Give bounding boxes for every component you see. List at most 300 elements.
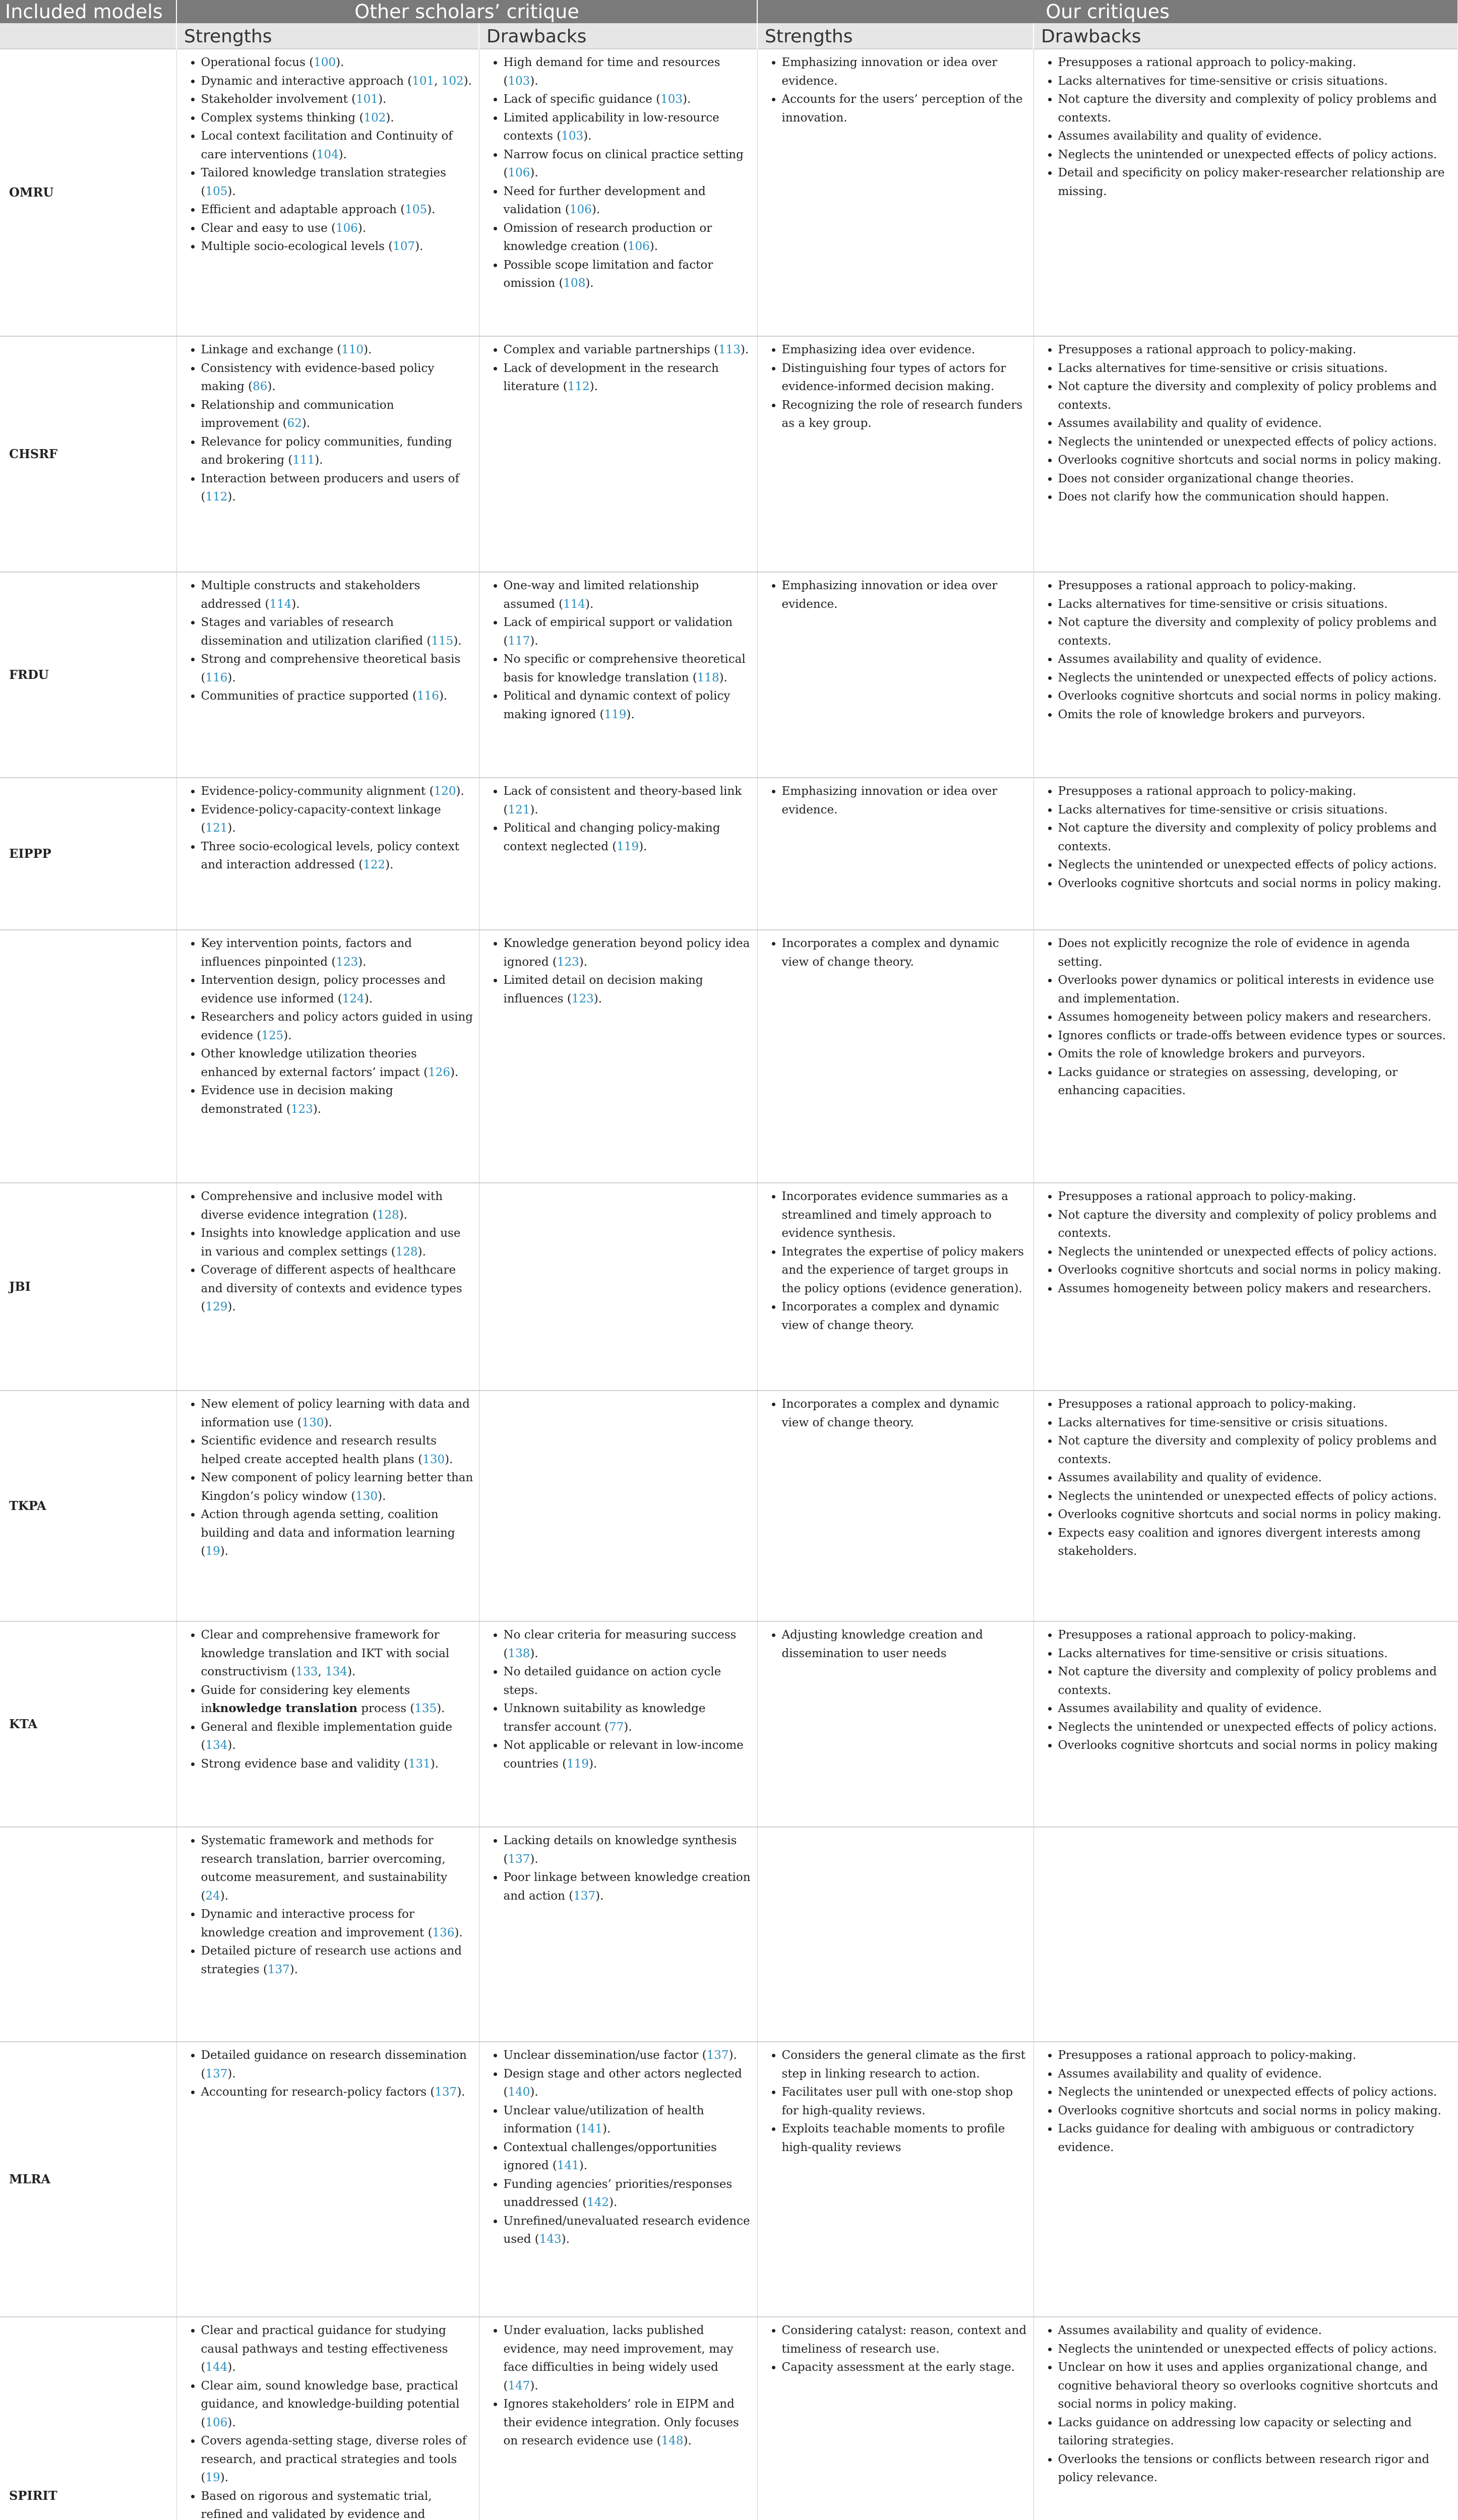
citation-link[interactable]: 107	[393, 240, 415, 253]
list-item	[504, 359, 752, 396]
item-text: Not capture the diversity and complexity of policy problems and contexts.	[1058, 380, 1437, 412]
list-item	[201, 237, 474, 256]
item-text: Ignores stakeholders’ role in EIPM and their evidence integration. Only focuses on research evidence use (	[503, 2398, 739, 2447]
ours-drawbacks-list	[1039, 341, 1453, 507]
list-item	[1058, 2083, 1453, 2102]
citation-link[interactable]: 130	[301, 1416, 324, 1429]
list-item	[504, 613, 752, 650]
citation-link[interactable]: 112	[567, 380, 590, 393]
citation-link[interactable]: 130	[355, 1489, 378, 1503]
citation-link[interactable]: 123	[336, 955, 358, 969]
citation-link[interactable]: 135	[414, 1702, 437, 1715]
list-item	[201, 1681, 474, 1718]
citation-link[interactable]: 134	[325, 1665, 348, 1678]
item-text-end: ).	[220, 2471, 229, 2484]
item-text: Need for further development and validation (	[503, 184, 706, 216]
citation-link[interactable]: 137	[205, 2067, 228, 2081]
citation-link[interactable]: 108	[563, 277, 586, 290]
item-text: Limited detail on decision making influences (	[503, 974, 703, 1005]
list-item	[201, 201, 474, 219]
citation-link[interactable]: 125	[261, 1029, 284, 1042]
item-text: Consistency with evidence-based policy making (	[201, 361, 435, 393]
others-drawbacks-cell	[479, 572, 757, 778]
model-name-cell: JBI	[0, 1183, 176, 1391]
citation-link[interactable]: 124	[342, 992, 364, 1005]
citation-link[interactable]: 106	[508, 166, 530, 179]
citation-link[interactable]: 141	[557, 2159, 579, 2172]
citation-link[interactable]: 115	[431, 634, 454, 648]
list-item	[1058, 1524, 1453, 1561]
item-text: Clear and comprehensive framework for knowledge translation and IKT with social constructivism (	[201, 1628, 450, 1678]
item-text-end: ).	[728, 2049, 737, 2062]
citation-link[interactable]: 100	[314, 56, 336, 69]
list-item	[1058, 1280, 1453, 1298]
citation-link[interactable]: 114	[563, 597, 585, 611]
list-item	[504, 650, 752, 687]
citation-link[interactable]: 106	[569, 203, 592, 216]
list-item	[1058, 2046, 1453, 2065]
list-item	[504, 109, 752, 146]
item-text: Incorporates a complex and dynamic view of change theory.	[781, 937, 999, 969]
item-text: Covers agenda-setting stage, diverse roles of research, and practical strategies and tools (	[201, 2434, 467, 2484]
item-text: Assumes homogeneity between policy makers and researchers.	[1058, 1011, 1432, 1024]
ours-strengths-list	[763, 1187, 1028, 1335]
citation-link[interactable]: 142	[587, 2196, 610, 2209]
list-item	[1058, 2340, 1453, 2359]
item-text: Neglects the unintended or unexpected effects of policy actions.	[1058, 858, 1437, 871]
ours-strengths-list	[763, 577, 1028, 613]
list-item	[201, 164, 474, 201]
included-models-header: Included models	[0, 0, 176, 23]
header-row-subcolumns	[0, 23, 1458, 49]
citation-link[interactable]: 128	[377, 1208, 399, 1222]
item-text-end: ).	[719, 671, 727, 684]
citation-link[interactable]: 126	[428, 1065, 450, 1079]
list-item	[1058, 146, 1453, 164]
list-item	[201, 2083, 474, 2102]
item-text-end: ).	[289, 1963, 298, 1976]
item-text: One-way and limited relationship assumed (	[503, 579, 699, 611]
item-text: Emphasizing innovation or idea over evidence.	[781, 785, 998, 816]
citation-link[interactable]: 106	[205, 2416, 228, 2429]
citation-link[interactable]: 104	[316, 148, 339, 161]
list-item	[1058, 669, 1453, 687]
list-item	[1058, 433, 1453, 452]
others-drawbacks-list	[484, 577, 752, 724]
citation-link[interactable]: 119	[604, 708, 627, 721]
citation-link[interactable]: 119	[567, 1757, 589, 1771]
others-strengths-cell	[176, 2317, 479, 2520]
list-item	[782, 2046, 1028, 2083]
citation-link[interactable]: 121	[205, 822, 228, 835]
ours-strengths-list	[763, 1395, 1028, 1432]
list-item	[1058, 1045, 1453, 1063]
list-item	[201, 53, 474, 72]
list-item	[201, 1905, 474, 1942]
list-item	[1058, 1432, 1453, 1469]
item-text: Intervention design, policy processes and evidence use informed (	[201, 974, 446, 1005]
item-text-end: ).	[624, 1720, 632, 1734]
item-text: Considers the general climate as the first step in linking research to action.	[781, 2049, 1025, 2081]
list-item	[201, 1432, 474, 1469]
list-item	[201, 1395, 474, 1432]
list-item	[1058, 127, 1453, 146]
list-item	[782, 90, 1028, 127]
citation-link[interactable]: 103	[508, 74, 530, 88]
model-name-cell: SPIRIT	[0, 2317, 176, 2520]
list-item	[201, 801, 474, 838]
item-text: Assumes homogeneity between policy makers and researchers.	[1058, 1282, 1432, 1295]
list-item	[1058, 341, 1453, 359]
item-text: Lacks alternatives for time-sensitive or crisis situations.	[1058, 803, 1388, 816]
citation-link[interactable]: 131	[408, 1757, 431, 1771]
item-text: Lacks alternatives for time-sensitive or crisis situations.	[1058, 597, 1388, 611]
citation-link[interactable]: 105	[405, 203, 428, 216]
others-strengths-cell	[176, 572, 479, 778]
list-item	[782, 934, 1028, 971]
citation-link[interactable]: 129	[205, 1300, 228, 1313]
item-text: Political and dynamic context of policy making ignored (	[503, 689, 731, 721]
item-text: Overlooks power dynamics or political interests in evidence use and implementation.	[1058, 974, 1434, 1005]
ours-drawbacks-cell	[1034, 572, 1458, 778]
list-item	[201, 577, 474, 613]
others-drawbacks-list	[484, 934, 752, 1008]
list-item	[201, 1626, 474, 1681]
list-item	[1058, 1008, 1453, 1027]
item-text-end: ).	[291, 597, 300, 611]
citation-link[interactable]: 103	[561, 130, 584, 143]
others-strengths-header: Strengths	[176, 23, 479, 49]
item-text: Communities of practice supported (	[201, 689, 417, 703]
list-item	[1058, 2120, 1453, 2157]
item-text-end: ).	[530, 634, 538, 648]
citation-link[interactable]: 121	[508, 803, 530, 816]
ours-drawbacks-list	[1039, 934, 1453, 1100]
item-text: Lacks alternatives for time-sensitive or crisis situations.	[1058, 361, 1388, 375]
citation-link[interactable]: 105	[205, 184, 228, 198]
citation-link[interactable]: 143	[539, 2233, 562, 2246]
list-item	[201, 1832, 474, 1905]
item-text-end: ).	[227, 2416, 236, 2429]
item-text-end: ).	[227, 1739, 236, 1752]
citation-link[interactable]: 103	[660, 93, 683, 106]
item-text: Knowledge generation beyond policy idea ignored (	[503, 937, 750, 969]
item-text: Neglects the unintended or unexpected effects of policy actions.	[1058, 1489, 1437, 1503]
list-item	[504, 146, 752, 182]
item-text-end: ).	[385, 858, 394, 871]
citation-link[interactable]: 102	[441, 74, 464, 88]
item-text: Lacks guidance or strategies on assessing, developing, or enhancing capacities.	[1058, 1065, 1398, 1097]
list-item	[1058, 2065, 1453, 2084]
table-row	[0, 778, 1458, 930]
citation-link[interactable]: 134	[205, 1739, 228, 1752]
ours-drawbacks-header: Drawbacks	[1034, 23, 1458, 49]
citation-link[interactable]: 137	[508, 1852, 530, 1866]
list-item	[201, 838, 474, 874]
list-item	[201, 687, 474, 706]
list-item	[1058, 706, 1453, 724]
list-item	[782, 341, 1028, 359]
item-text-end: ).	[338, 148, 347, 161]
ours-drawbacks-list	[1039, 577, 1453, 724]
item-text-end: ).	[417, 1245, 426, 1258]
item-text-end: ).	[626, 708, 635, 721]
list-item	[1058, 971, 1453, 1008]
list-item	[782, 1626, 1028, 1663]
list-item	[1058, 1063, 1453, 1100]
list-item	[201, 1008, 474, 1045]
list-item	[1058, 874, 1453, 893]
others-drawbacks-list	[484, 2046, 752, 2249]
citation-link[interactable]: 141	[580, 2122, 602, 2135]
item-text-end: ).	[530, 2086, 538, 2099]
model-name-cell: EIPPP	[0, 778, 176, 930]
ours-drawbacks-cell	[1034, 49, 1458, 336]
citation-link[interactable]: 137	[706, 2049, 729, 2062]
item-text-end: ).	[639, 840, 647, 853]
citation-link[interactable]: 144	[205, 2361, 228, 2374]
citation-link[interactable]: 148	[661, 2434, 684, 2447]
item-text: Funding agencies’ priorities/responses unaddressed (	[503, 2177, 733, 2209]
citation-link[interactable]: 147	[508, 2379, 530, 2392]
item-text-end: ).	[358, 955, 367, 969]
item-text: Distinguishing four types of actors for evidence-informed decision making.	[781, 361, 1006, 393]
citation-link[interactable]: 117	[508, 634, 530, 648]
item-text: Unknown suitability as knowledge transfer account (	[503, 1702, 706, 1734]
item-text: Does not explicitly recognize the role of evidence in agenda setting.	[1058, 937, 1410, 969]
citation-link[interactable]: 106	[336, 221, 358, 235]
citation-link[interactable]: 118	[697, 671, 719, 684]
item-text-end: ).	[589, 380, 598, 393]
citation-link[interactable]: 120	[434, 785, 456, 798]
our-critiques-header: Our critiques	[757, 0, 1458, 23]
citation-link[interactable]: 137	[435, 2086, 457, 2099]
citation-link[interactable]: 116	[205, 671, 228, 684]
item-text-end: ).	[585, 277, 594, 290]
citation-link[interactable]: 137	[267, 1963, 290, 1976]
item-text: Neglects the unintended or unexpected effects of policy actions.	[1058, 1245, 1437, 1258]
list-item	[201, 219, 474, 238]
citation-link[interactable]: 111	[292, 454, 315, 467]
others-drawbacks-cell	[479, 2317, 757, 2520]
list-item	[201, 2487, 474, 2520]
citation-link[interactable]: 77	[609, 1720, 624, 1734]
item-text: Not capture the diversity and complexity of policy problems and contexts.	[1058, 1665, 1437, 1697]
item-text: Neglects the unintended or unexpected effects of policy actions.	[1058, 671, 1437, 684]
item-text: Unclear value/utilization of health information (	[503, 2104, 704, 2135]
item-text: Overlooks cognitive shortcuts and social norms in policy making	[1058, 1739, 1438, 1752]
list-item	[504, 2212, 752, 2249]
item-text: Emphasizing idea over evidence.	[781, 343, 976, 356]
item-bold-text: knowledge translation	[212, 1702, 358, 1715]
item-text-end: ).	[530, 803, 538, 816]
item-text-end: ).	[386, 111, 394, 124]
item-text: Multiple constructs and stakeholders addressed (	[201, 579, 420, 611]
citation-link[interactable]: 62	[287, 417, 302, 430]
list-item	[201, 90, 474, 109]
others-strengths-cell	[176, 930, 479, 1183]
citation-link[interactable]: 101	[412, 74, 435, 88]
list-item	[504, 2065, 752, 2102]
citation-link[interactable]: 116	[417, 689, 439, 703]
others-drawbacks-cell	[479, 336, 757, 572]
item-text: Presupposes a rational approach to policy-making.	[1058, 343, 1357, 356]
others-strengths-list	[182, 53, 474, 256]
list-item	[1058, 1626, 1453, 1645]
item-text: Adjusting knowledge creation and dissemination to user needs	[781, 1628, 983, 1660]
others-drawbacks-list	[484, 782, 752, 856]
list-item	[201, 2377, 474, 2432]
others-strengths-list	[182, 934, 474, 1118]
item-text: Not capture the diversity and complexity of policy problems and contexts.	[1058, 822, 1437, 853]
item-text-end: ).	[227, 2067, 236, 2081]
list-item	[201, 1942, 474, 1979]
item-text-end: ).	[378, 1489, 386, 1503]
list-item	[504, 782, 752, 819]
others-strengths-list	[182, 577, 474, 706]
list-item	[504, 1832, 752, 1868]
item-text: Insights into knowledge application and use in various and complex settings (	[201, 1227, 461, 1258]
item-text: Key intervention points, factors and influences pinpointed (	[201, 937, 412, 969]
citation-link[interactable]: 113	[718, 343, 741, 356]
item-text: Not applicable or relevant in low-income countries (	[503, 1739, 744, 1771]
others-strengths-cell	[176, 49, 479, 336]
item-text-end: ).	[267, 380, 276, 393]
list-item	[1058, 782, 1453, 801]
citation-link[interactable]: 123	[290, 1102, 313, 1116]
ours-strengths-cell	[757, 2042, 1034, 2317]
item-text-end: ).	[561, 2233, 570, 2246]
item-text: Recognizing the role of research funders as a key group.	[781, 398, 1023, 430]
model-name-cell: KTA	[0, 1621, 176, 1827]
citation-link[interactable]: 119	[617, 840, 639, 853]
citation-link[interactable]: 19	[205, 1545, 220, 1558]
citation-link[interactable]: 130	[422, 1453, 445, 1466]
others-strengths-list	[182, 2046, 474, 2102]
list-item	[1058, 359, 1453, 378]
list-item	[504, 2321, 752, 2395]
ours-strengths-list	[763, 2046, 1028, 2157]
ours-drawbacks-list	[1039, 782, 1453, 893]
list-item	[504, 2175, 752, 2212]
citation-link[interactable]: 106	[627, 240, 650, 253]
item-text: Complex systems thinking (	[201, 111, 364, 124]
citation-link[interactable]: 122	[363, 858, 386, 871]
citation-link[interactable]: 133	[295, 1665, 318, 1678]
others-drawbacks-cell	[479, 930, 757, 1183]
list-item	[782, 577, 1028, 613]
list-item	[504, 219, 752, 256]
table-body	[0, 49, 1458, 2520]
list-item	[1058, 801, 1453, 820]
item-text-end: ).	[456, 785, 464, 798]
model-name-cell	[0, 930, 176, 1183]
list-item	[201, 109, 474, 128]
others-drawbacks-list	[484, 341, 752, 396]
list-item	[504, 577, 752, 613]
citation-link[interactable]: 123	[571, 992, 594, 1005]
list-item	[1058, 650, 1453, 669]
item-text: General and flexible implementation guide (	[201, 1720, 452, 1752]
citation-link[interactable]: 138	[508, 1647, 530, 1660]
item-text: Dynamic and interactive approach (	[201, 74, 412, 88]
citation-link[interactable]: 110	[341, 343, 364, 356]
item-text: Lacks guidance for dealing with ambiguous or contradictory evidence.	[1058, 2122, 1414, 2154]
ours-drawbacks-cell	[1034, 1391, 1458, 1621]
item-text: Assumes availability and quality of evidence.	[1058, 130, 1322, 143]
item-text: Neglects the unintended or unexpected effects of policy actions.	[1058, 2342, 1437, 2356]
item-text: Contextual challenges/opportunities ignored (	[503, 2140, 717, 2172]
citation-link[interactable]: 19	[205, 2471, 220, 2484]
item-text-end: ).	[683, 2434, 692, 2447]
list-item	[504, 341, 752, 359]
item-text: Interaction between producers and users of (	[201, 472, 459, 503]
citation-link[interactable]: 137	[573, 1889, 596, 1903]
others-strengths-list	[182, 1626, 474, 1773]
item-text: Not capture the diversity and complexity of policy problems and contexts.	[1058, 1208, 1437, 1240]
citation-link[interactable]: 114	[269, 597, 292, 611]
list-item	[1058, 613, 1453, 650]
item-text-end: ).	[530, 166, 538, 179]
list-item	[1058, 934, 1453, 971]
item-text: Assumes availability and quality of evidence.	[1058, 417, 1322, 430]
ours-strengths-cell	[757, 1391, 1034, 1621]
citation-link[interactable]: 102	[363, 111, 386, 124]
citation-link[interactable]: 128	[395, 1245, 418, 1258]
citation-link[interactable]: 24	[205, 1889, 220, 1903]
citation-link[interactable]: 112	[205, 490, 228, 503]
item-text-end: ).	[450, 1065, 459, 1079]
list-item	[1058, 1505, 1453, 1524]
item-text: Facilitates user pull with one-stop shop for high-quality reviews.	[781, 2086, 1013, 2117]
others-drawbacks-cell	[479, 49, 757, 336]
list-item	[1058, 1663, 1453, 1699]
item-text: Unclear on how it uses and applies organizational change, and cognitive behavioral theory so overlooks cognitive shortcuts and social norms in policy making.	[1058, 2361, 1438, 2411]
item-text: Lack of empirical support or validation (	[503, 616, 733, 648]
item-text: Presupposes a rational approach to policy-making.	[1058, 1398, 1357, 1411]
item-text: Action through agenda setting, coalition building and data and information learning (	[201, 1508, 455, 1558]
ours-strengths-cell	[757, 930, 1034, 1183]
item-text: Incorporates a complex and dynamic view of change theory.	[781, 1398, 999, 1429]
item-text-end: ).	[227, 671, 236, 684]
citation-link[interactable]: 86	[253, 380, 268, 393]
citation-link[interactable]: 140	[508, 2086, 530, 2099]
item-text: Evidence use in decision making demonstrated (	[201, 1084, 393, 1116]
citation-link[interactable]: 101	[356, 93, 379, 106]
table-row	[0, 336, 1458, 572]
item-text-end: ).	[220, 1889, 229, 1903]
ours-strengths-list	[763, 934, 1028, 971]
item-text: Multiple socio-ecological levels (	[201, 240, 393, 253]
citation-link[interactable]: 136	[432, 1926, 455, 1939]
list-item	[1058, 2321, 1453, 2340]
list-item	[201, 934, 474, 971]
table-row	[0, 1391, 1458, 1621]
list-item	[782, 396, 1028, 433]
citation-link[interactable]: 123	[557, 955, 579, 969]
model-name-cell: CHSRF	[0, 336, 176, 572]
list-item	[504, 256, 752, 293]
item-text: Detailed picture of research use actions and strategies (	[201, 1944, 462, 1976]
table-row	[0, 1827, 1458, 2042]
item-text-end: ).	[227, 822, 236, 835]
item-text: Overlooks cognitive shortcuts and social norms in policy making.	[1058, 1508, 1441, 1521]
ours-strengths-list	[763, 341, 1028, 433]
ours-drawbacks-cell	[1034, 2042, 1458, 2317]
item-text: Coverage of different aspects of healthcare and diversity of contexts and evidence types (	[201, 1264, 462, 1313]
list-item	[1058, 819, 1453, 856]
ours-strengths-cell	[757, 778, 1034, 930]
